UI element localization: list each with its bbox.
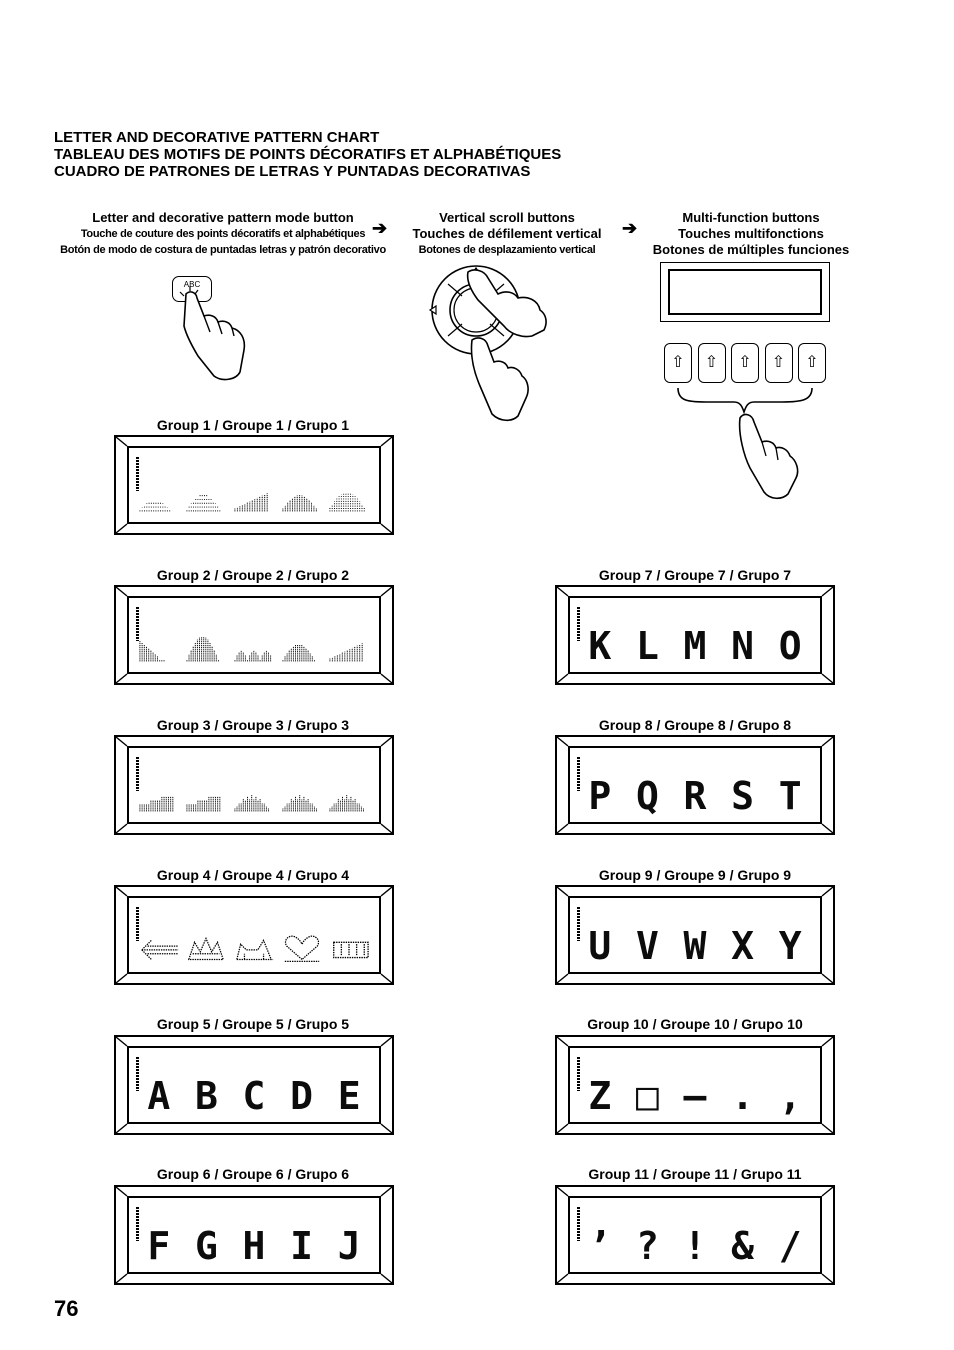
title-es: CUADRO DE PATRONES DE LETRAS Y PUNTADAS DECORATIVAS: [54, 163, 531, 180]
lcd-screen: [568, 596, 822, 674]
step2-en: Vertical scroll buttons: [439, 210, 575, 225]
lcd-group-7: [555, 585, 835, 685]
lcd-group-4: [114, 885, 394, 985]
stitch-pattern-peak-icon: [328, 782, 370, 814]
bracket-and-hand-icon: [676, 386, 826, 506]
lcd-character: ?: [635, 1224, 659, 1268]
stitch-pattern-peak-icon: [233, 782, 275, 814]
step-scroll-caption: [398, 210, 616, 258]
scroll-buttons-dial[interactable]: [428, 266, 568, 426]
lcd-glyph-row: [135, 1074, 373, 1118]
lcd-character: L: [635, 624, 659, 668]
pointing-hand-icon: [170, 286, 260, 386]
lcd-screen: [127, 1046, 381, 1124]
lcd-screen: [127, 1196, 381, 1274]
up-arrow-icon: ⇧: [805, 354, 819, 371]
group-1-label: Group 1 / Groupe 1 / Grupo 1: [156, 417, 350, 433]
lcd-screen: [568, 1046, 822, 1124]
stitch-pattern-crown-icon: [185, 932, 227, 964]
stitch-pattern-heart-icon: [281, 932, 323, 964]
lcd-character: !: [683, 1224, 707, 1268]
group-4-label: Group 4 / Groupe 4 / Grupo 4: [156, 867, 350, 883]
lcd-character: W: [683, 924, 707, 968]
multifunction-display: [660, 262, 830, 322]
lcd-screen: [127, 446, 381, 524]
page-number: 76: [54, 1296, 79, 1321]
stitch-pattern-ramp-icon: [328, 632, 370, 664]
lcd-screen: [568, 1196, 822, 1274]
lcd-character: G: [194, 1224, 218, 1268]
step3-es: Botones de múltiples funciones: [652, 242, 850, 257]
lcd-character: H: [242, 1224, 266, 1268]
lcd-character: P: [588, 774, 612, 818]
group-3-label: Group 3 / Groupe 3 / Grupo 3: [156, 717, 350, 733]
lcd-group-2: [114, 585, 394, 685]
lcd-group-10: [555, 1035, 835, 1135]
step2-fr: Touches de défilement vertical: [412, 226, 602, 241]
lcd-group-6: [114, 1185, 394, 1285]
lcd-character: B: [194, 1074, 218, 1118]
up-arrow-icon: ⇧: [704, 354, 719, 371]
lcd-character: O: [778, 624, 802, 668]
lcd-character: M: [683, 624, 707, 668]
lcd-character: D: [290, 1074, 314, 1118]
group-2-label: Group 2 / Groupe 2 / Grupo 2: [156, 567, 350, 583]
lcd-character: K: [588, 624, 612, 668]
title-fr: TABLEAU DES MOTIFS DE POINTS DÉCORATIFS ET ALPHABÉTIQUES: [54, 146, 562, 163]
stitch-pattern-cat-icon: [233, 932, 275, 964]
up-arrow-icon: ⇧: [671, 354, 685, 371]
lcd-character: Q: [635, 774, 659, 818]
lcd-character: N: [731, 624, 755, 668]
lcd-character: I: [290, 1224, 314, 1268]
lcd-character: F: [147, 1224, 171, 1268]
lcd-character: E: [337, 1074, 361, 1118]
stitch-pattern-wave-small-icon: [233, 632, 275, 664]
up-arrow-icon: ⇧: [738, 354, 752, 371]
lcd-character: /: [778, 1224, 802, 1268]
lcd-glyph-row: [576, 924, 814, 968]
stitch-pattern-fan-icon: [328, 482, 370, 514]
lcd-group-5: [114, 1035, 394, 1135]
multifunction-button-2[interactable]: [698, 343, 726, 383]
stitch-pattern-diamond-icon: [185, 632, 227, 664]
lcd-glyph-row: [576, 1074, 814, 1118]
group-7-label: Group 7 / Groupe 7 / Grupo 7: [598, 567, 792, 583]
lcd-character: S: [731, 774, 755, 818]
group-11-label: Group 11 / Groupe 11 / Grupo 11: [588, 1166, 802, 1182]
step1-es: Botón de modo de costura de puntadas letras y patrón decorativo: [60, 244, 386, 256]
multifunction-button-1[interactable]: [664, 343, 692, 383]
lcd-character: ’: [588, 1224, 612, 1268]
lcd-character: □: [635, 1074, 659, 1118]
lcd-screen: [127, 596, 381, 674]
lcd-character: J: [337, 1224, 361, 1268]
lcd-group-3: [114, 735, 394, 835]
lcd-glyph-row: [135, 1224, 373, 1268]
up-arrow-icon: ⇧: [771, 354, 786, 371]
step-arrow-icon: ➔: [372, 218, 388, 238]
stitch-pattern-arrow-left-icon: [138, 932, 180, 964]
stitch-pattern-scallop-small-icon: [138, 482, 180, 514]
group-9-label: Group 9 / Groupe 9 / Grupo 9: [598, 867, 792, 883]
lcd-glyph-row: [135, 782, 373, 814]
abc-button-label: ABC: [183, 280, 201, 289]
lcd-character: —: [683, 1074, 707, 1118]
stitch-pattern-diamond-small-icon: [281, 632, 323, 664]
lcd-character: R: [683, 774, 707, 818]
lcd-glyph-row: [135, 932, 373, 964]
lcd-screen: [127, 896, 381, 974]
lcd-character: T: [778, 774, 802, 818]
stitch-pattern-arrowhead-icon: [138, 632, 180, 664]
multifunction-button-5[interactable]: [798, 343, 826, 383]
lcd-character: .: [731, 1074, 755, 1118]
group-8-label: Group 8 / Groupe 8 / Grupo 8: [598, 717, 792, 733]
lcd-character: Y: [778, 924, 802, 968]
lcd-glyph-row: [576, 624, 814, 668]
lcd-character: X: [731, 924, 755, 968]
step-multifunction-caption: [636, 210, 866, 258]
step-arrow-icon: ➔: [622, 218, 638, 238]
step3-en: Multi-function buttons: [682, 210, 820, 225]
lcd-screen: [568, 896, 822, 974]
lcd-group-8: [555, 735, 835, 835]
step2-es: Botones de desplazamiento vertical: [418, 244, 596, 256]
step-mode-button-caption: [60, 210, 386, 258]
lcd-screen: [568, 746, 822, 824]
lcd-character: C: [242, 1074, 266, 1118]
multifunction-buttons-row: [664, 343, 826, 385]
lcd-screen: [127, 746, 381, 824]
stitch-pattern-chain-icon: [328, 932, 370, 964]
lcd-glyph-row: [576, 1224, 814, 1268]
lcd-glyph-row: [576, 774, 814, 818]
stitch-pattern-ramp-icon: [233, 482, 275, 514]
lcd-group-11: [555, 1185, 835, 1285]
lcd-character: V: [635, 924, 659, 968]
pointing-hand-icon: [471, 338, 528, 420]
stitch-pattern-peak-icon: [281, 782, 323, 814]
multifunction-button-3[interactable]: [731, 343, 759, 383]
stitch-pattern-mound-icon: [281, 482, 323, 514]
multifunction-button-4[interactable]: [765, 343, 793, 383]
lcd-character: U: [588, 924, 612, 968]
lcd-character: ,: [778, 1074, 802, 1118]
stitch-pattern-step-icon: [138, 782, 180, 814]
lcd-glyph-row: [135, 632, 373, 664]
step1-fr: Touche de couture des points décoratifs et alphabétiques: [80, 228, 366, 240]
group-5-label: Group 5 / Groupe 5 / Grupo 5: [156, 1016, 350, 1032]
step1-en: Letter and decorative pattern mode button: [92, 210, 354, 225]
lcd-character: Z: [588, 1074, 612, 1118]
lcd-group-1: [114, 435, 394, 535]
group-10-label: Group 10 / Groupe 10 / Grupo 10: [587, 1016, 803, 1032]
step3-fr: Touches multifonctions: [678, 226, 824, 241]
lcd-glyph-row: [135, 482, 373, 514]
lcd-character: A: [147, 1074, 171, 1118]
title-en: LETTER AND DECORATIVE PATTERN CHART: [54, 129, 380, 146]
lcd-group-9: [555, 885, 835, 985]
group-6-label: Group 6 / Groupe 6 / Grupo 6: [156, 1166, 350, 1182]
stitch-pattern-scallop-large-icon: [185, 482, 227, 514]
stitch-pattern-step-icon: [185, 782, 227, 814]
lcd-character: &: [731, 1224, 755, 1268]
